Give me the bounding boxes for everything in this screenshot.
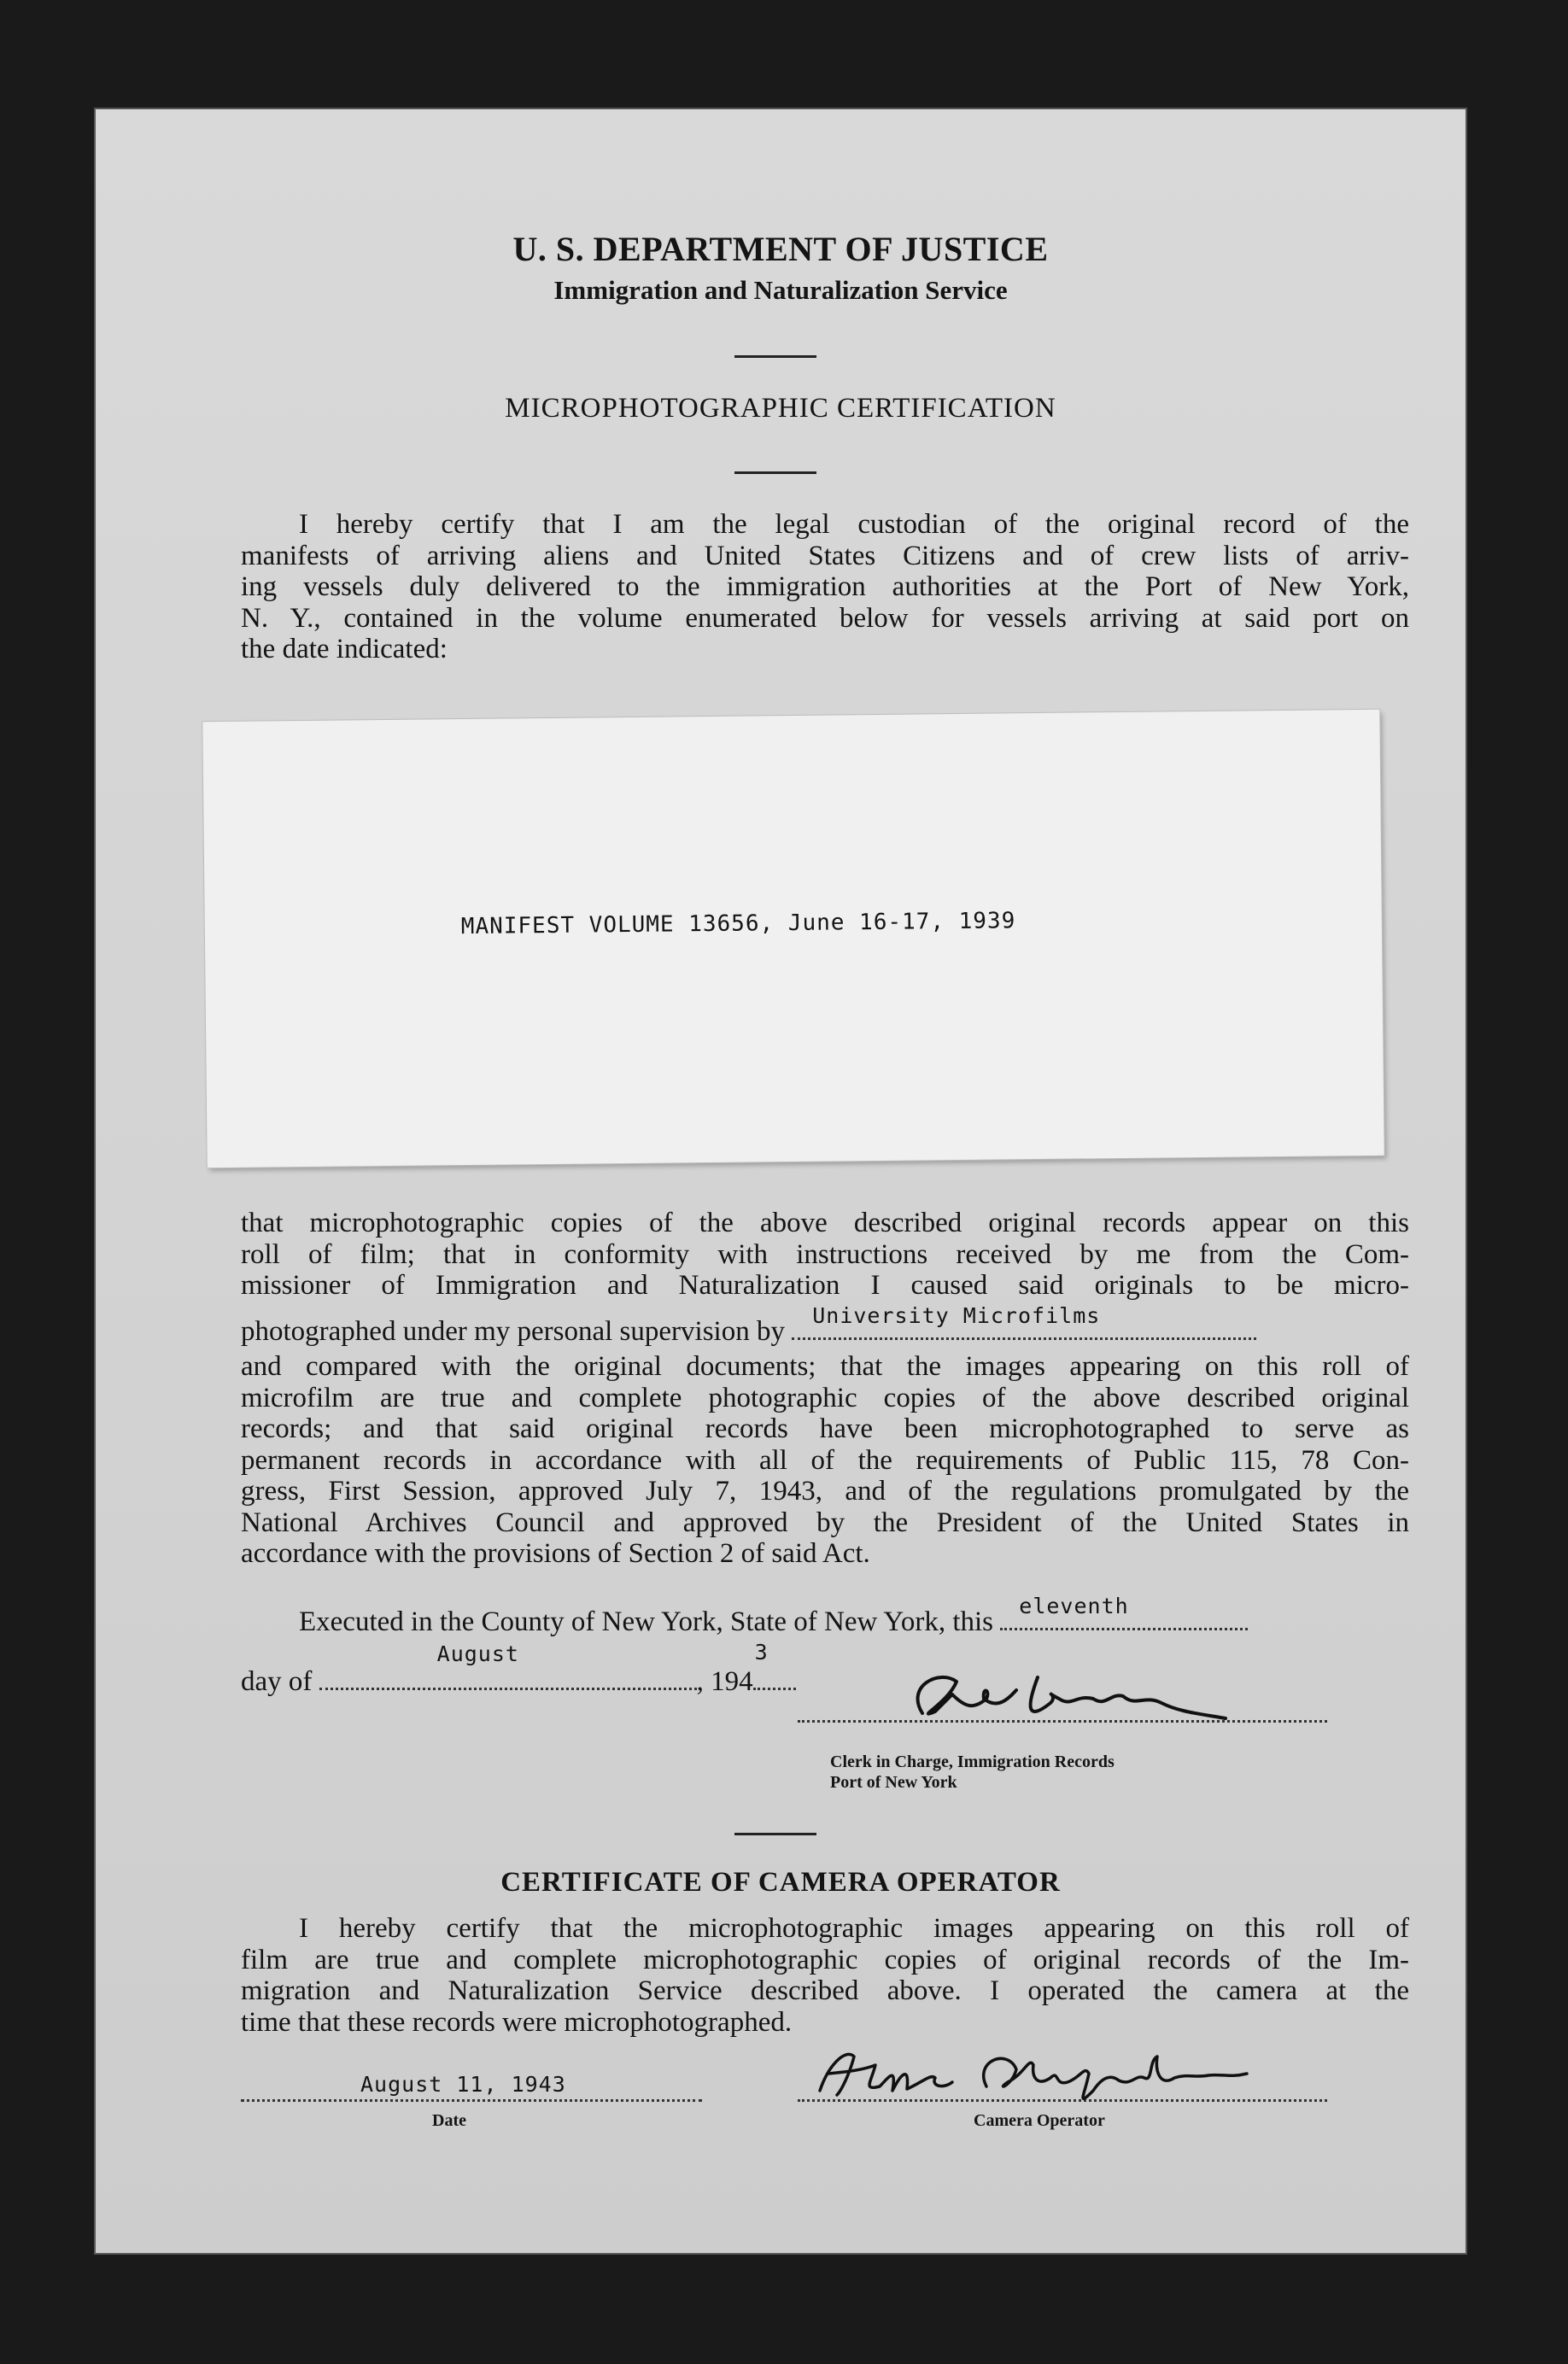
service-subheading: Immigration and Naturalization Service [553,275,1008,305]
title-divider [734,471,816,474]
year-prefix: , 194 [696,1666,753,1697]
body-line: records; and that said original records have been microphotographed to serve as [241,1413,1409,1444]
body-line: National Archives Council and approved by the President of the United States in [241,1507,1409,1538]
clerk-office: Port of New York [830,1773,957,1792]
day-of-label: day of [241,1666,313,1697]
body-line: and compared with the original documents; that the images appearing on this roll of [241,1351,1409,1382]
date-of-execution-line [241,1640,796,1698]
department-heading: U. S. DEPARTMENT OF JUSTICE [512,230,1049,268]
body-line: gress, First Session, approved July 7, 1943, and of the regulations promulgated by the [241,1476,1409,1507]
executed-line [299,1594,1248,1638]
header-divider [734,355,816,358]
year-blank [753,1640,796,1690]
intro-line: manifests of arriving aliens and United States Citizens and of crew lists of arriv- [241,540,1409,571]
date-line [241,2098,702,2102]
year-digit: 3 [754,1640,769,1665]
body-line: that microphotographic copies of the above described original records appear on this [241,1208,1409,1238]
intro-line: N. Y., contained in the volume enumerated below for vessels arriving at said port on [241,602,1409,634]
camera-divider [734,1833,816,1835]
body-line: microfilm are true and complete photographic copies of the above described original [241,1382,1409,1413]
date-label: Date [432,2111,466,2130]
camera-line: time that these records were microphotographed. [241,2006,793,2038]
camera-operator-signature [803,2039,1281,2108]
day-value: eleventh [1019,1594,1129,1618]
body-line: accordance with the provisions of Section 2 of said Act. [241,1538,870,1569]
executed-prefix: Executed in the County of New York, State of New York, this [299,1606,994,1637]
clerk-signature [888,1660,1230,1737]
intro-line: I hereby certify that I am the legal custodian of the original record of the [299,509,1409,540]
body-line: permanent records in accordance with all of the requirements of Public 115, 78 Con- [241,1444,1409,1476]
camera-line: migration and Naturalization Service described above. I operated the camera at the [241,1975,1409,2006]
camera-line: film are true and complete microphotographic copies of original records of the Im- [241,1944,1409,1975]
intro-line: ing vessels duly delivered to the immigration authorities at the Port of New York, [241,571,1409,602]
document-sheet [94,108,1467,2255]
day-blank [1000,1594,1248,1630]
clerk-title: Clerk in Charge, Immigration Records [830,1753,1115,1771]
manifest-volume-text: MANIFEST VOLUME 13656, June 16-17, 1939 [460,908,1016,940]
certification-title: MICROPHOTOGRAPHIC CERTIFICATION [505,393,1056,424]
manifest-insert-slip [202,710,1384,1167]
camera-paragraph [241,1913,1409,2038]
supervision-prefix: photographed under my personal supervision by [241,1316,785,1347]
camera-date-value: August 11, 1943 [360,2072,566,2097]
body-line: roll of film; that in conformity with instructions received by me from the Com- [241,1238,1409,1270]
supervision-line [241,1303,1409,1348]
body-paragraph [241,1208,1409,1302]
body-line: missioner of Immigration and Naturalization I caused said originals to be micro- [241,1270,1409,1301]
supervision-blank [792,1303,1256,1340]
camera-operator-label: Camera Operator [974,2111,1105,2130]
body-paragraph-continued [241,1351,1409,1570]
camera-certificate-title: CERTIFICATE OF CAMERA OPERATOR [500,1867,1061,1898]
supervision-filled-value: University Microfilms [812,1303,1101,1328]
month-blank [319,1641,697,1690]
camera-line: I hereby certify that the microphotographic images appearing on this roll of [299,1913,1409,1944]
intro-line: the date indicated: [241,634,448,664]
intro-paragraph [241,509,1409,665]
month-value: August [436,1641,519,1666]
